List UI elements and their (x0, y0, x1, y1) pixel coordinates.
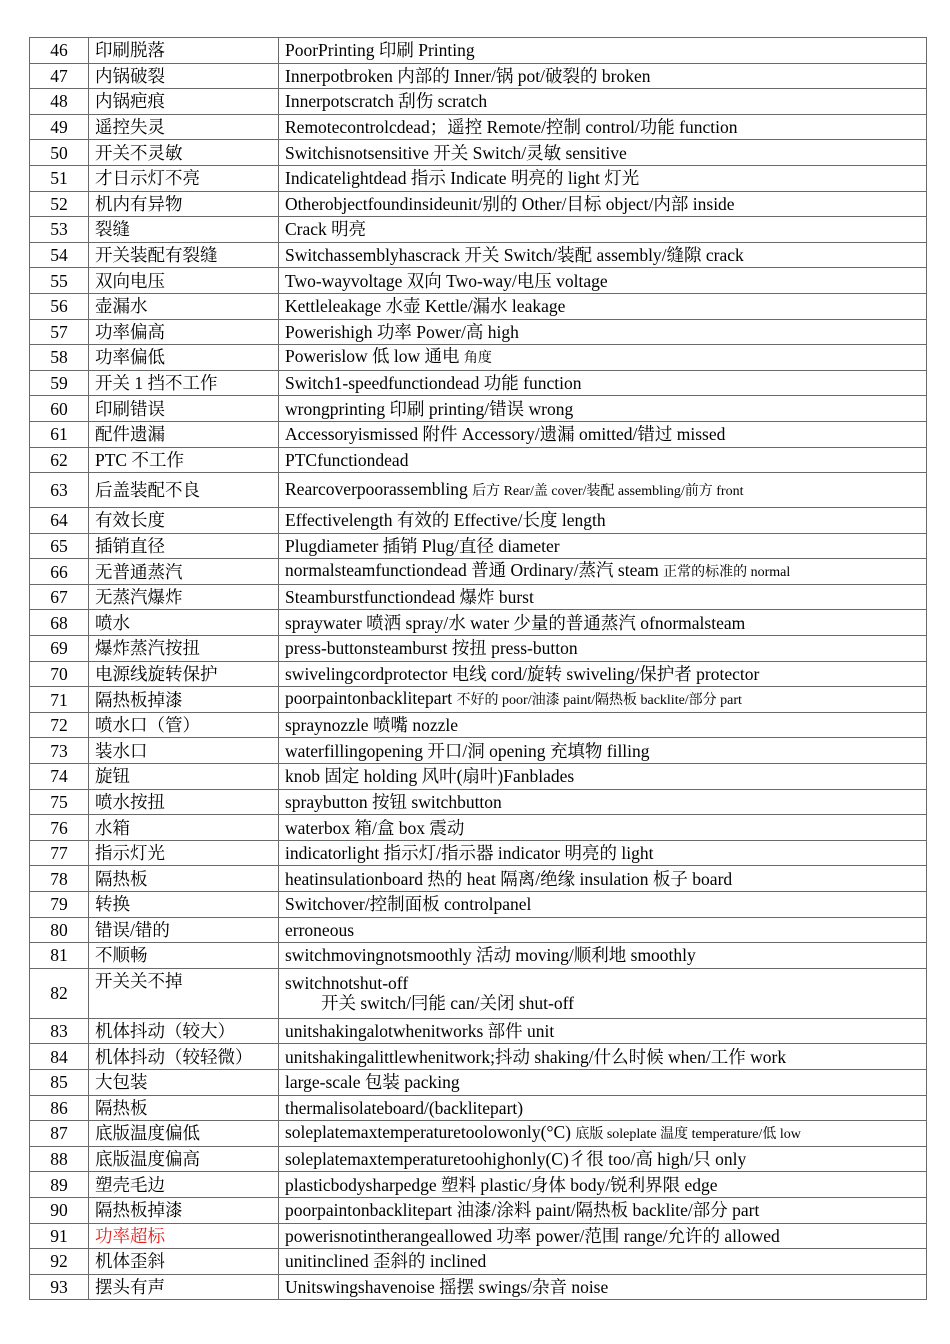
translation-text: press-buttonsteamburst 按扭 press-button (285, 638, 578, 659)
row-number: 91 (30, 1223, 89, 1249)
translation-text: switchnotshut-off (285, 973, 409, 994)
row-number: 72 (30, 712, 89, 738)
table-row (30, 1069, 927, 1095)
table-row (30, 1197, 927, 1223)
row-number: 70 (30, 661, 89, 687)
english-translation (279, 738, 927, 764)
english-translation (279, 242, 927, 268)
english-translation (279, 508, 927, 534)
chinese-term: 插销直径 (89, 533, 279, 559)
translation-text: Otherobjectfoundinsideunit/别的 Other/目标 object/内部 inside (285, 193, 735, 214)
row-number: 64 (30, 508, 89, 534)
english-translation (279, 319, 927, 345)
row-number: 86 (30, 1095, 89, 1121)
translation-text: unitshakingalittlewhenitwork;抖动 shaking/什么时候 when/工作 work (285, 1046, 787, 1067)
chinese-term: 水箱 (89, 815, 279, 841)
english-translation (279, 1044, 927, 1070)
row-number: 48 (30, 89, 89, 115)
chinese-term: 爆炸蒸汽按扭 (89, 636, 279, 662)
row-number: 52 (30, 191, 89, 217)
english-translation (279, 866, 927, 892)
english-translation (279, 217, 927, 243)
chinese-term: 机体歪斜 (89, 1249, 279, 1275)
table-row (30, 242, 927, 268)
table-row (30, 533, 927, 559)
translation-text: PoorPrinting 印刷 Printing (285, 40, 475, 61)
english-translation (279, 293, 927, 319)
table-row (30, 1095, 927, 1121)
table-row (30, 1121, 927, 1147)
chinese-term: 开关不灵敏 (89, 140, 279, 166)
translation-text: Accessoryismissed 附件 Accessory/遗漏 omitted/错过 missed (285, 424, 726, 445)
table-row (30, 370, 927, 396)
table-row (30, 1223, 927, 1249)
table-row (30, 473, 927, 508)
row-number: 60 (30, 396, 89, 422)
row-number: 65 (30, 533, 89, 559)
translation-text: plasticbodysharpedge 塑料 plastic/身体 body/锐利界限 edge (285, 1174, 718, 1195)
table-row (30, 1172, 927, 1198)
chinese-term: 喷水按扭 (89, 789, 279, 815)
row-number: 89 (30, 1172, 89, 1198)
row-number: 53 (30, 217, 89, 243)
translation-text: large-scale 包装 packing (285, 1072, 460, 1093)
glossary-table (29, 37, 927, 1300)
translation-text: knob 固定 holding 风叶(扇叶)Fanblades (285, 766, 575, 787)
row-number: 79 (30, 892, 89, 918)
chinese-term: 机内有异物 (89, 191, 279, 217)
translation-text: Innerpotscratch 刮伤 scratch (285, 91, 488, 112)
table-row (30, 584, 927, 610)
translation-text: spraynozzle 喷嘴 nozzle (285, 715, 458, 736)
row-number: 87 (30, 1121, 89, 1147)
chinese-term: 装水口 (89, 738, 279, 764)
translation-text: indicatorlight 指示灯/指示器 indicator 明亮的 light (285, 843, 654, 864)
english-translation (279, 917, 927, 943)
glossary-body (30, 38, 927, 1300)
translation-text: Unitswingshavenoise 摇摆 swings/杂音 noise (285, 1277, 609, 1298)
translation-text: Switchover/控制面板 controlpanel (285, 894, 532, 915)
chinese-term: 喷水口（管） (89, 712, 279, 738)
table-row (30, 943, 927, 969)
english-translation (279, 840, 927, 866)
english-translation (279, 943, 927, 969)
row-number: 83 (30, 1018, 89, 1044)
english-translation (279, 968, 927, 1018)
table-row (30, 892, 927, 918)
translation-text: erroneous (285, 919, 355, 940)
table-row (30, 712, 927, 738)
translation-text: poorpaintonbacklitepart 油漆/涂料 paint/隔热板 backlite/部分 part (285, 1200, 760, 1221)
table-row (30, 1146, 927, 1172)
table-row (30, 866, 927, 892)
translation-text: switchmovingnotsmoothly 活动 moving/顺利地 smoothly (285, 945, 696, 966)
table-row (30, 738, 927, 764)
translation-text: Powerishigh 功率 Power/高 high (285, 321, 519, 342)
translation-text: Indicatelightdead 指示 Indicate 明亮的 light 灯光 (285, 168, 640, 189)
chinese-term: 功率偏高 (89, 319, 279, 345)
chinese-term: 底版温度偏高 (89, 1146, 279, 1172)
chinese-term: 壶漏水 (89, 293, 279, 319)
chinese-term: 旋钮 (89, 764, 279, 790)
chinese-term: 错误/错的 (89, 917, 279, 943)
table-row (30, 789, 927, 815)
row-number: 61 (30, 421, 89, 447)
translation-text: Crack 明亮 (285, 219, 367, 240)
chinese-term: 塑壳毛边 (89, 1172, 279, 1198)
english-translation (279, 473, 927, 508)
table-row (30, 968, 927, 1018)
chinese-term: 电源线旋转保护 (89, 661, 279, 687)
english-translation (279, 610, 927, 636)
translation-text: Effectivelength 有效的 Effective/长度 length (285, 510, 606, 531)
table-row (30, 293, 927, 319)
row-number: 55 (30, 268, 89, 294)
translation-text: Kettleleakage 水壶 Kettle/漏水 leakage (285, 296, 566, 317)
row-number: 82 (30, 968, 89, 1018)
translation-text: soleplatemaxtemperaturetoolowonly(°C) (285, 1121, 571, 1142)
translation-text: spraybutton 按钮 switchbutton (285, 791, 502, 812)
translation-text: Powerislow 低 low 通电 (285, 345, 460, 366)
row-number: 85 (30, 1069, 89, 1095)
table-row (30, 268, 927, 294)
table-row (30, 815, 927, 841)
translation-text: Plugdiameter 插销 Plug/直径 diameter (285, 535, 560, 556)
english-translation (279, 687, 927, 713)
translation-text: Rearcoverpoorassembling (285, 478, 468, 499)
row-number: 54 (30, 242, 89, 268)
table-row (30, 447, 927, 473)
english-translation (279, 114, 927, 140)
chinese-term: 裂缝 (89, 217, 279, 243)
english-translation (279, 1172, 927, 1198)
table-row (30, 559, 927, 585)
chinese-term: 转换 (89, 892, 279, 918)
row-number: 56 (30, 293, 89, 319)
english-translation (279, 559, 927, 585)
table-row (30, 421, 927, 447)
row-number: 50 (30, 140, 89, 166)
table-row (30, 1044, 927, 1070)
table-row (30, 508, 927, 534)
row-number: 88 (30, 1146, 89, 1172)
chinese-term: 开关关不掉 (89, 968, 279, 1018)
translation-text: Steamburstfunctiondead 爆炸 burst (285, 587, 534, 608)
translation-text: waterfillingopening 开口/洞 opening 充填物 filling (285, 740, 650, 761)
chinese-term: 双向电压 (89, 268, 279, 294)
row-number: 84 (30, 1044, 89, 1070)
translation-text: unitshakingalotwhenitworks 部件 unit (285, 1021, 555, 1042)
chinese-term: 遥控失灵 (89, 114, 279, 140)
english-translation (279, 421, 927, 447)
english-translation (279, 1018, 927, 1044)
chinese-term: 喷水 (89, 610, 279, 636)
table-row (30, 165, 927, 191)
row-number: 67 (30, 584, 89, 610)
chinese-term: 机体抖动（较大） (89, 1018, 279, 1044)
row-number: 74 (30, 764, 89, 790)
english-translation (279, 1069, 927, 1095)
chinese-term: 不顺畅 (89, 943, 279, 969)
row-number: 49 (30, 114, 89, 140)
english-translation (279, 191, 927, 217)
table-row (30, 140, 927, 166)
row-number: 76 (30, 815, 89, 841)
translation-text: Innerpotbroken 内部的 Inner/锅 pot/破裂的 broken (285, 65, 651, 86)
table-row (30, 114, 927, 140)
row-number: 78 (30, 866, 89, 892)
english-translation (279, 140, 927, 166)
row-number: 92 (30, 1249, 89, 1275)
table-row (30, 917, 927, 943)
english-translation (279, 1223, 927, 1249)
row-number: 66 (30, 559, 89, 585)
row-number: 93 (30, 1274, 89, 1300)
row-number: 47 (30, 63, 89, 89)
table-row (30, 610, 927, 636)
translation-text: unitinclined 歪斜的 inclined (285, 1251, 487, 1272)
row-number: 46 (30, 38, 89, 64)
translation-text: Remotecontrolcdead；遥控 Remote/控制 control/功能 function (285, 117, 738, 138)
table-row (30, 1018, 927, 1044)
english-translation (279, 447, 927, 473)
row-number: 81 (30, 943, 89, 969)
row-number: 59 (30, 370, 89, 396)
translation-text: Switch1-speedfunctiondead 功能 function (285, 373, 582, 394)
english-translation (279, 789, 927, 815)
chinese-term: 指示灯光 (89, 840, 279, 866)
chinese-term: 隔热板 (89, 866, 279, 892)
table-row (30, 1274, 927, 1300)
translation-small-text: 底版 soleplate 温度 temperature/低 low (575, 1126, 801, 1142)
english-translation (279, 345, 927, 371)
chinese-term: PTC 不工作 (89, 447, 279, 473)
translation-text: Switchisnotsensitive 开关 Switch/灵敏 sensitive (285, 142, 627, 163)
english-translation (279, 892, 927, 918)
table-row (30, 1249, 927, 1275)
translation-text: powerisnotintherangeallowed 功率 power/范围 range/允许的 allowed (285, 1225, 780, 1246)
chinese-term: 才日示灯不亮 (89, 165, 279, 191)
english-translation (279, 661, 927, 687)
row-number: 75 (30, 789, 89, 815)
chinese-term: 后盖装配不良 (89, 473, 279, 508)
translation-text: Two-wayvoltage 双向 Two-way/电压 voltage (285, 270, 608, 291)
english-translation (279, 584, 927, 610)
translation-second-line: 开关 switch/冃能 can/关闭 shut-off (321, 993, 574, 1014)
translation-text: waterbox 箱/盒 box 震动 (285, 817, 465, 838)
translation-small-text: 不好的 poor/油漆 paint/隔热板 backlite/部分 part (456, 693, 742, 709)
chinese-term: 开关 1 挡不工作 (89, 370, 279, 396)
chinese-term: 摆头有声 (89, 1274, 279, 1300)
chinese-term: 印刷错误 (89, 396, 279, 422)
table-row (30, 687, 927, 713)
chinese-term: 内锅破裂 (89, 63, 279, 89)
table-row (30, 319, 927, 345)
table-row (30, 661, 927, 687)
english-translation (279, 1146, 927, 1172)
english-translation (279, 38, 927, 64)
english-translation (279, 712, 927, 738)
english-translation (279, 268, 927, 294)
translation-small-text: 正常的标准的 normal (663, 565, 791, 581)
chinese-term: 无普通蒸汽 (89, 559, 279, 585)
chinese-term: 隔热板掉漆 (89, 687, 279, 713)
chinese-term: 隔热板掉漆 (89, 1197, 279, 1223)
translation-text: soleplatemaxtemperaturetoohighonly(C)彳很 too/高 high/只 only (285, 1149, 747, 1170)
row-number: 57 (30, 319, 89, 345)
english-translation (279, 165, 927, 191)
translation-text: poorpaintonbacklitepart (285, 688, 453, 709)
english-translation (279, 1095, 927, 1121)
english-translation (279, 764, 927, 790)
translation-text: wrongprinting 印刷 printing/错误 wrong (285, 398, 574, 419)
english-translation (279, 63, 927, 89)
chinese-term: 功率偏低 (89, 345, 279, 371)
row-number: 62 (30, 447, 89, 473)
chinese-term: 内锅疤痕 (89, 89, 279, 115)
english-translation (279, 815, 927, 841)
chinese-term: 隔热板 (89, 1095, 279, 1121)
table-row (30, 636, 927, 662)
row-number: 90 (30, 1197, 89, 1223)
translation-small-text: 后方 Rear/盖 cover/装配 assembling/前方 front (472, 483, 744, 499)
row-number: 63 (30, 473, 89, 508)
chinese-term: 底版温度偏低 (89, 1121, 279, 1147)
row-number: 71 (30, 687, 89, 713)
translation-text: heatinsulationboard 热的 heat 隔离/绝缘 insulation 板子 board (285, 868, 733, 889)
table-row (30, 191, 927, 217)
table-row (30, 38, 927, 64)
english-translation (279, 533, 927, 559)
row-number: 80 (30, 917, 89, 943)
table-row (30, 217, 927, 243)
row-number: 68 (30, 610, 89, 636)
translation-text: thermalisolateboard/(backlitepart) (285, 1097, 524, 1118)
chinese-term: 印刷脱落 (89, 38, 279, 64)
english-translation (279, 396, 927, 422)
translation-text: normalsteamfunctiondead 普通 Ordinary/蒸汽 steam (285, 560, 659, 581)
english-translation (279, 1121, 927, 1147)
translation-text: swivelingcordprotector 电线 cord/旋转 swiveling/保护者 protector (285, 663, 760, 684)
english-translation (279, 1249, 927, 1275)
english-translation (279, 1197, 927, 1223)
chinese-term: 配件遗漏 (89, 421, 279, 447)
chinese-term: 开关装配有裂缝 (89, 242, 279, 268)
english-translation (279, 89, 927, 115)
table-row (30, 396, 927, 422)
table-row (30, 840, 927, 866)
translation-text: spraywater 喷洒 spray/水 water 少量的普通蒸汽 ofnormalsteam (285, 612, 746, 633)
row-number: 69 (30, 636, 89, 662)
translation-small-text: 角度 (463, 350, 492, 366)
row-number: 77 (30, 840, 89, 866)
english-translation (279, 636, 927, 662)
english-translation (279, 1274, 927, 1300)
chinese-term: 功率超标 (89, 1223, 279, 1249)
chinese-term: 无蒸汽爆炸 (89, 584, 279, 610)
chinese-term: 大包装 (89, 1069, 279, 1095)
translation-text: Switchassemblyhascrack 开关 Switch/装配 assembly/缝隙 crack (285, 245, 744, 266)
row-number: 73 (30, 738, 89, 764)
table-row (30, 345, 927, 371)
table-row (30, 89, 927, 115)
chinese-term: 机体抖动（较轻微） (89, 1044, 279, 1070)
row-number: 51 (30, 165, 89, 191)
english-translation (279, 370, 927, 396)
chinese-term: 有效长度 (89, 508, 279, 534)
translation-text: PTCfunctiondead (285, 449, 409, 470)
row-number: 58 (30, 345, 89, 371)
table-row (30, 764, 927, 790)
table-row (30, 63, 927, 89)
